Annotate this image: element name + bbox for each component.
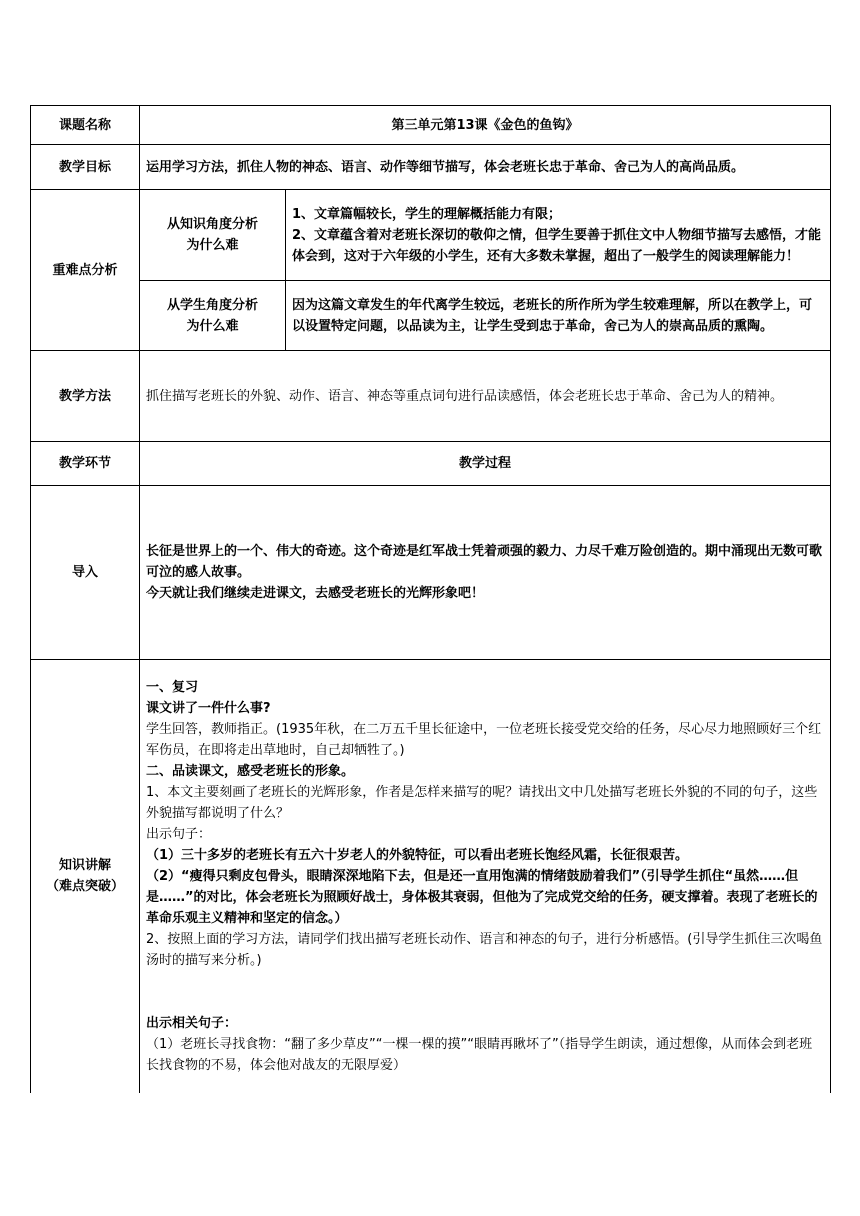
action-question: 2、按照上面的学习方法，请同学们找出描写老班长动作、语言和神态的句子，进行分析感悟。(引导学生抓住三次喝鱼汤时的描写来分析。) (146, 931, 823, 968)
reading-heading: 二、品读课文，感受老班长的形象。 (146, 763, 355, 779)
intro-text (140, 486, 831, 660)
spacer (146, 971, 824, 1013)
student-angle-label-line1: 从学生角度分析 (166, 297, 258, 313)
lesson-plan-table (30, 105, 831, 1093)
knowledge-angle-label-line1: 从知识角度分析 (166, 217, 258, 232)
review-question: 课文讲了一件什么事? (146, 700, 271, 716)
sentence-1: （1）三十多岁的老班长有五六十岁老人的外貌特征，可以看出老班长饱经风霜，长征很艰苦。 (146, 847, 689, 863)
row-process-header (31, 442, 831, 486)
row-difficulty-student (31, 281, 831, 351)
title-label: 课题名称 (31, 106, 140, 145)
row-intro (31, 486, 831, 660)
related-sentences-label: 出示相关句子： (146, 1015, 238, 1031)
row-goal (31, 145, 831, 190)
method-label: 教学方法 (31, 351, 140, 442)
row-title (31, 106, 831, 145)
review-answer: 学生回答，教师指正。(1935年秋，在二万五千里长征途中，一位老班长接受党交给的任务，尽心尽力地照顾好三个红军伤员，在即将走出草地时，自己却牺牲了。) (146, 721, 822, 758)
knowledge-label-line1: 知识讲解 (58, 858, 111, 874)
related-sentence-1: （1）老班长寻找食物：“翻了多少草皮”“一棵一棵的摸”“眼睛再瞅坏了”（指导学生朗读，通过想像，从而体会到老班长找食物的不易，体会他对战友的无限厚爱） (146, 1036, 813, 1073)
student-angle-text: 因为这篇文章发生的年代离学生较远，老班长的所作所为学生较难理解，所以在教学上，可以设置特定问题，以品读为主，让学生受到忠于革命，舍己为人的崇高品质的熏陶。 (286, 281, 831, 351)
process-header-text: 教学过程 (140, 442, 831, 486)
knowledge-point-1: 1、文章篇幅较长，学生的理解概括能力有限； (292, 206, 562, 222)
intro-line-1: 长征是世界上的一个、伟大的奇迹。这个奇迹是红军战士凭着顽强的毅力、力尽千难万险创造的。期中涌现出无数可歌可泣的感人故事。 (146, 544, 823, 580)
row-difficulty-knowledge (31, 190, 831, 281)
difficulty-label: 重难点分析 (31, 190, 140, 351)
intro-line-2: 今天就让我们继续走进课文，去感受老班长的光辉形象吧！ (146, 586, 485, 601)
show-sentences-label: 出示句子： (146, 826, 212, 842)
knowledge-angle-text (286, 190, 831, 281)
sentence-2: （2）“瘦得只剩皮包骨头，眼睛深深地陷下去，但是还一直用饱满的情绪鼓励着我们”（引导学生抓住“虽然……但是……”的对比，体会老班长为照顾好战士，身体极其衰弱，但他为了完成党交给的任务，硬支撑着。表现了老班长的革命乐观主义精神和坚定的信念。） (146, 868, 818, 926)
process-stage-label: 教学环节 (31, 442, 140, 486)
knowledge-point-2: 2、文章蕴含着对老班长深切的敬仰之情，但学生要善于抓住文中人物细节描写去感悟，才能体会到，这对于六年级的小学生，还有大多数未掌握，超出了一般学生的阅读理解能力！ (292, 227, 822, 264)
knowledge-content (140, 660, 831, 1093)
review-heading: 一、复习 (146, 679, 199, 695)
knowledge-angle-label (140, 190, 286, 281)
student-angle-label-line2: 为什么难 (186, 318, 239, 334)
goal-text: 运用学习方法，抓住人物的神态、语言、动作等细节描写，体会老班长忠于革命、舍己为人的高尚品质。 (140, 145, 831, 190)
lesson-title: 第三单元第13课《金色的鱼钩》 (140, 106, 831, 145)
appearance-question: 1、本文主要刻画了老班长的光辉形象，作者是怎样来描写的呢？请找出文中几处描写老班长外貌的不同的句子，这些外貌描写都说明了什么？ (146, 784, 818, 821)
goal-label: 教学目标 (31, 145, 140, 190)
knowledge-angle-label-line2: 为什么难 (186, 238, 239, 253)
method-text: 抓住描写老班长的外貌、动作、语言、神态等重点词句进行品读感悟，体会老班长忠于革命、舍己为人的精神。 (140, 351, 831, 442)
row-knowledge (31, 660, 831, 1093)
student-angle-label (140, 281, 286, 351)
row-method (31, 351, 831, 442)
knowledge-label-line2: （难点突破） (45, 879, 124, 895)
intro-label: 导入 (31, 486, 140, 660)
knowledge-label (31, 660, 140, 1093)
